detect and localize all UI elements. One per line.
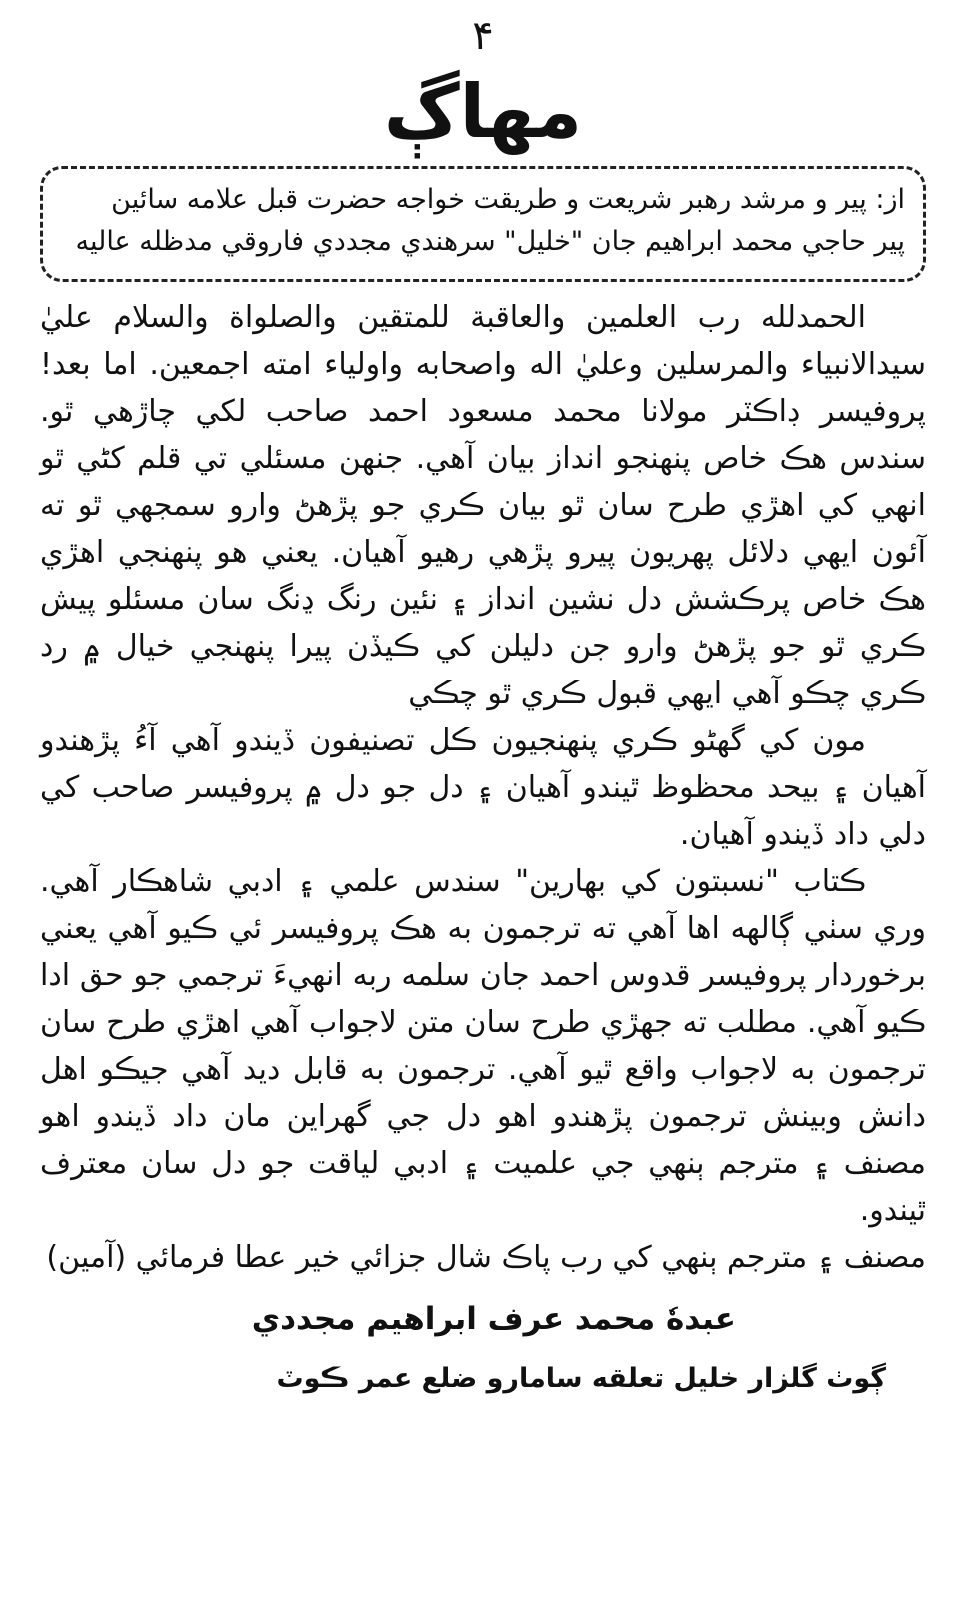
paragraph-3: ڪتاب "نسبتون کي بهارين" سندس علمي ۽ ادبي شاهڪار آهي. وري سٺي ڳالهه اها آهي ته ترجمون به هڪ پروفيسر ئي ڪيو آهي يعني برخوردار پروفيسر قدوس احمد جان سلمه ربه انهيءَ ترجمي جو حق ادا ڪيو آهي. مطلب ته جهڙي طرح سان متن لاجواب آهي اهڙي طرح سان ترجمون به لاجواب واقع ٿيو آهي. ترجمون به قابل ديد آهي جيڪو اهل دانش وبينش ترجمون پڙهندو اهو دل جي گهراين مان داد ڏيندو اهو مصنف ۽ مترجم ٻنهي جي علميت ۽ ادبي لياقت جو دل سان معترف ٿيندو. [40, 864, 926, 1228]
paragraph-2: مون کي گهڻو ڪري پنهنجيون ڪل تصنيفون ڏيندو آهي آءُ پڙهندو آهيان ۽ بيحد محظوظ ٿيندو آهيان ۽ دل جو دل ۾ پروفيسر صاحب کي دلي داد ڏيندو آهيان. [40, 723, 926, 852]
paragraph-4: مصنف ۽ مترجم ٻنهي کي رب پاڪ شال جزائي خير عطا فرمائي (آمين) [46, 1240, 926, 1275]
author-box [40, 166, 926, 282]
signature: عبدهٗ محمد عرف ابراهيم مجددي [251, 1301, 736, 1337]
address: ڳوٺ گلزار خليل تعلقه سامارو ضلع عمر ڪوٽ [276, 1363, 886, 1394]
author-line-2: پير حاجي محمد ابراهيم جان "خليل" سرهندي مجددي فاروقي مدظله عاليه [75, 226, 905, 257]
page-number: ۴ [472, 13, 494, 59]
author-line-1: از: پير و مرشد رهبر شريعت و طريقت خواجه حضرت قبل علامه سائين [111, 184, 905, 215]
page-title: مهاڳ [383, 69, 583, 155]
paragraph-1: الحمدلله رب العلمين والعاقبة للمتقين والصلواة والسلام عليٰ سيدالانبياء والمرسلين وعليٰ اله واصحابه واولياء امته اجمعين. اما بعد! پروفيسر ڊاڪٽر مولانا محمد مسعود احمد صاحب لکي چاڙهي ٿو. سندس هڪ خاص پنهنجو انداز بيان آهي. جنهن مسئلي تي قلم کڻي ٿو انهي کي اهڙي طرح سان ٿو بيان ڪري جو پڙهڻ وارو سمجهي ٿو ته آئون ايهي دلائل پهريون پيرو پڙهي رهيو آهيان. يعني هو پنهنجي اهڙي هڪ خاص پرڪشش دل نشين انداز ۽ نئين رنگ ڍنگ سان مسئلو پيش ڪري ٿو جو پڙهڻ وارو جن دليلن کي ڪيڏن پيرا پنهنجي خيال ۾ رد ڪري چڪو آهي ايهي قبول ڪري ٿو چڪي [40, 300, 926, 711]
body-text [40, 294, 926, 1281]
